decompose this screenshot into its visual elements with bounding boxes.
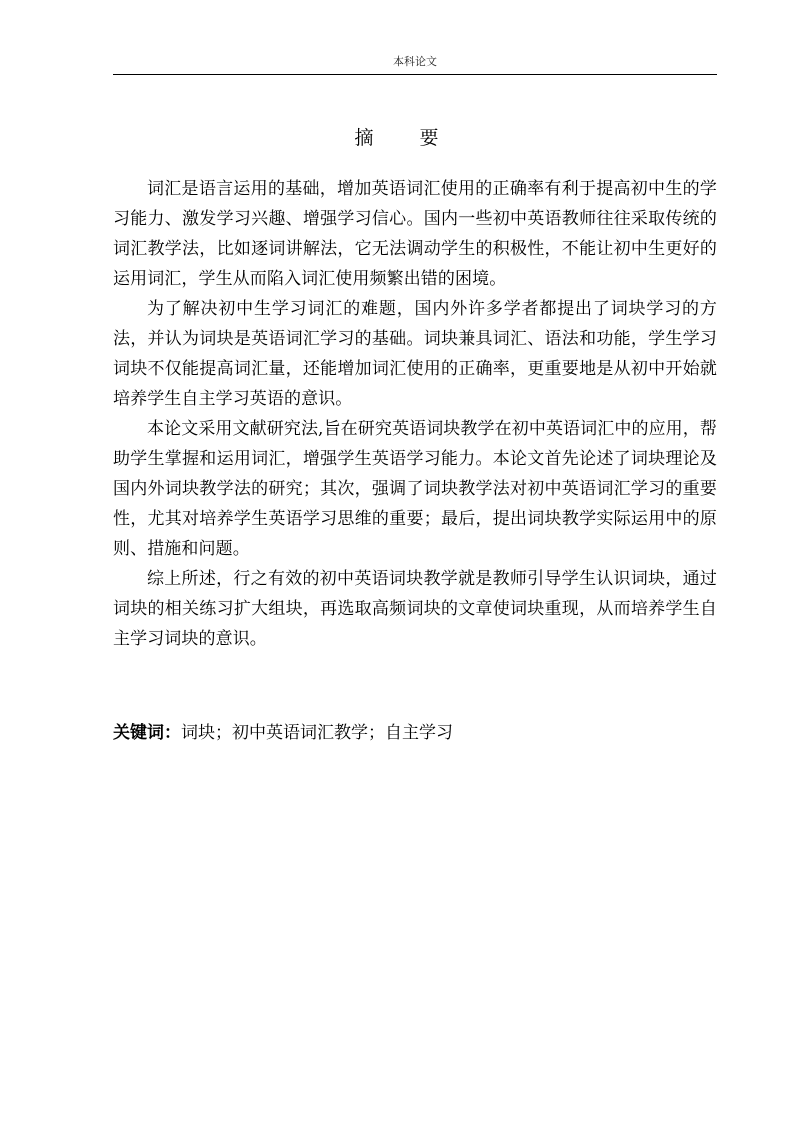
abstract-title xyxy=(0,126,793,150)
abstract-paragraph-3: 本论文采用文献研究法,旨在研究英语词块教学在初中英语词汇中的应用，帮助学生掌握和运用词汇，增强学生英语学习能力。本论文首先论述了词块理论及国内外词块教学法的研究；其次，强调了词块教学法对初中英语词汇学习的重要性，尤其对培养学生英语学习思维的重要；最后，提出词块教学实际运用中的原则、措施和问题。 xyxy=(113,419,717,559)
abstract-paragraph-2: 为了解决初中生学习词汇的难题，国内外许多学者都提出了词块学习的方法，并认为词块是英语词汇学习的基础。词块兼具词汇、语法和功能，学生学习词块不仅能提高词汇量，还能增加词汇使用的正确率，更重要地是从初中开始就培养学生自主学习英语的意识。 xyxy=(113,299,717,409)
abstract-title-char-1: 摘 xyxy=(354,127,374,149)
abstract-title-char-2: 要 xyxy=(419,127,439,149)
abstract-paragraph-4: 综上所述，行之有效的初中英语词块教学就是教师引导学生认识词块，通过词块的相关练习扩大组块，再选取高频词块的文章使词块重现，从而培养学生自主学习词块的意识。 xyxy=(113,569,717,649)
keywords-line xyxy=(113,720,717,746)
abstract-paragraph-1: 词汇是语言运用的基础，增加英语词汇使用的正确率有利于提高初中生的学习能力、激发学习兴趣、增强学习信心。国内一些初中英语教师往往采取传统的词汇教学法，比如逐词讲解法，它无法调动学生的积极性，不能让初中生更好的运用词汇，学生从而陷入词汇使用频繁出错的困境。 xyxy=(113,179,717,289)
page-header xyxy=(113,52,717,75)
abstract-body xyxy=(113,174,717,654)
header-text: 本科论文 xyxy=(393,55,437,68)
keywords-value: 词块；初中英语词汇教学；自主学习 xyxy=(181,723,453,743)
keywords-label: 关键词： xyxy=(113,723,181,743)
